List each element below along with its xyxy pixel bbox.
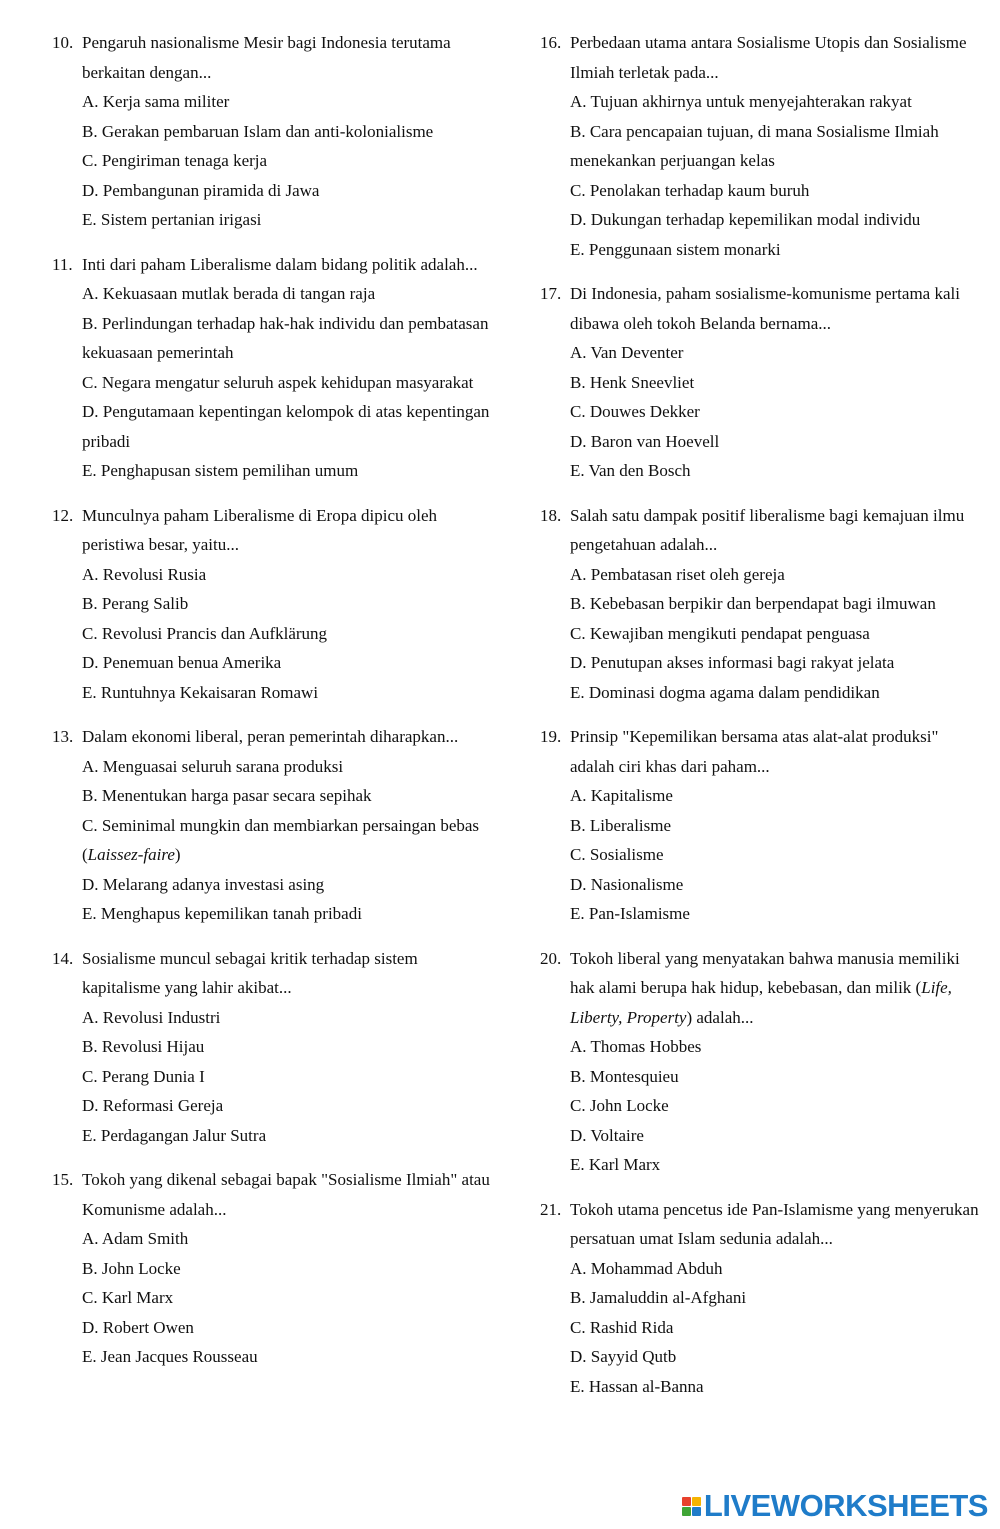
option-e[interactable]: E. Dominasi dogma agama dalam pendidikan xyxy=(570,682,880,702)
option-c[interactable]: C. Douwes Dekker xyxy=(570,402,700,421)
option-e[interactable]: E. Pan-Islamisme xyxy=(570,904,690,923)
option-b[interactable]: B. Revolusi Hijau xyxy=(82,1037,205,1056)
option-a[interactable]: A. Revolusi Rusia xyxy=(82,564,207,584)
left-column xyxy=(52,28,492,1387)
logo-squares-icon xyxy=(682,1497,701,1516)
logo-square-green xyxy=(682,1507,691,1516)
question-20 xyxy=(540,944,980,1180)
option-e[interactable]: E. Menghapus kepemilikan tanah pribadi xyxy=(82,904,362,923)
option-a[interactable]: A. Mohammad Abduh xyxy=(570,1258,723,1278)
option-b[interactable]: B. Henk Sneevliet xyxy=(570,372,695,392)
option-e[interactable]: E. Van den Bosch xyxy=(570,461,691,480)
option-e[interactable]: E. Penggunaan sistem monarki xyxy=(570,239,781,259)
question-text: Munculnya paham Liberalisme di Eropa dipicu oleh peristiwa besar, yaitu... xyxy=(82,505,438,554)
option-a[interactable]: A. Kekuasaan mutlak berada di tangan raja xyxy=(82,284,376,303)
option-a[interactable]: A. Adam Smith xyxy=(82,1229,189,1248)
question-text: Tokoh utama pencetus ide Pan-Islamisme yang menyerukan persatuan umat Islam sedunia adalah... xyxy=(570,1199,979,1248)
option-d[interactable]: D. Baron van Hoevell xyxy=(570,431,720,451)
question-number: 21. xyxy=(540,1199,562,1219)
option-d[interactable]: D. Robert Owen xyxy=(82,1317,194,1337)
option-d[interactable]: D. Voltaire xyxy=(570,1125,644,1145)
question-text xyxy=(570,944,980,1033)
question-12 xyxy=(52,501,492,708)
question-13 xyxy=(52,722,492,929)
option-c[interactable]: C. Revolusi Prancis dan Aufklärung xyxy=(82,623,328,643)
option-a[interactable]: A. Kapitalisme xyxy=(570,786,673,805)
option-d[interactable]: D. Dukungan terhadap kepemilikan modal individu xyxy=(570,210,921,229)
option-c[interactable]: C. Kewajiban mengikuti pendapat penguasa xyxy=(570,623,870,643)
option-e[interactable]: E. Hassan al-Banna xyxy=(570,1376,704,1396)
question-15 xyxy=(52,1165,492,1372)
question-18 xyxy=(540,501,980,708)
option-d[interactable]: D. Penutupan akses informasi bagi rakyat jelata xyxy=(570,653,895,672)
liveworksheets-logo[interactable] xyxy=(682,1489,988,1523)
option-c-italic: Laissez-faire xyxy=(87,845,175,864)
option-c[interactable] xyxy=(82,811,492,870)
question-text: Perbedaan utama antara Sosialisme Utopis dan Sosialisme Ilmiah terletak pada... xyxy=(570,33,967,82)
option-c[interactable]: C. Rashid Rida xyxy=(570,1317,674,1337)
option-b[interactable]: B. Menentukan harga pasar secara sepihak xyxy=(82,786,372,805)
question-number: 10. xyxy=(52,33,74,52)
question-number: 16. xyxy=(540,33,562,52)
question-14 xyxy=(52,944,492,1151)
question-text: Di Indonesia, paham sosialisme-komunisme pertama kali dibawa oleh tokoh Belanda bernama... xyxy=(570,284,960,333)
question-text: Tokoh yang dikenal sebagai bapak "Sosialisme Ilmiah" atau Komunisme adalah... xyxy=(82,1170,490,1219)
option-d[interactable]: D. Reformasi Gereja xyxy=(82,1096,224,1115)
option-b[interactable]: B. Cara pencapaian tujuan, di mana Sosialisme Ilmiah menekankan perjuangan kelas xyxy=(570,121,939,170)
question-number: 20. xyxy=(540,948,562,968)
option-c[interactable]: C. Karl Marx xyxy=(82,1288,174,1307)
option-c[interactable]: C. John Locke xyxy=(570,1096,669,1115)
question-text-italic: Life, Liberty, Property xyxy=(570,978,952,1027)
option-a[interactable]: A. Thomas Hobbes xyxy=(570,1037,702,1056)
option-d[interactable]: D. Penemuan benua Amerika xyxy=(82,653,282,672)
question-number: 17. xyxy=(540,284,562,303)
option-e[interactable]: E. Perdagangan Jalur Sutra xyxy=(82,1125,267,1145)
option-c[interactable]: C. Sosialisme xyxy=(570,845,664,864)
logo-square-red xyxy=(682,1497,691,1506)
logo-square-yellow xyxy=(692,1497,701,1506)
question-16 xyxy=(540,28,980,264)
question-number: 13. xyxy=(52,727,74,746)
option-b[interactable]: B. Liberalisme xyxy=(570,815,672,835)
question-text-suffix: ) adalah... xyxy=(686,1007,754,1027)
question-number: 12. xyxy=(52,505,74,525)
option-a[interactable]: A. Tujuan akhirnya untuk menyejahterakan rakyat xyxy=(570,92,912,111)
option-a[interactable]: A. Menguasai seluruh sarana produksi xyxy=(82,756,344,776)
question-text-prefix: Tokoh liberal yang menyatakan bahwa manusia memiliki hak alami berupa hak hidup, kebebasan, dan milik ( xyxy=(570,948,960,997)
option-b[interactable]: B. Montesquieu xyxy=(570,1066,679,1086)
option-b[interactable]: B. John Locke xyxy=(82,1258,181,1278)
question-text: Prinsip "Kepemilikan bersama atas alat-alat produksi" adalah ciri khas dari paham... xyxy=(570,727,939,776)
option-d[interactable]: D. Sayyid Qutb xyxy=(570,1347,677,1366)
option-a[interactable]: A. Kerja sama militer xyxy=(82,92,230,111)
option-d[interactable]: D. Melarang adanya investasi asing xyxy=(82,874,325,894)
option-a[interactable]: A. Van Deventer xyxy=(570,343,684,362)
option-b[interactable]: B. Jamaluddin al-Afghani xyxy=(570,1288,747,1307)
option-c[interactable]: C. Penolakan terhadap kaum buruh xyxy=(570,180,810,200)
option-b[interactable]: B. Perang Salib xyxy=(82,594,189,613)
option-c[interactable]: C. Perang Dunia I xyxy=(82,1066,205,1086)
option-c[interactable]: C. Pengiriman tenaga kerja xyxy=(82,151,268,170)
option-b[interactable]: B. Perlindungan terhadap hak-hak individu dan pembatasan kekuasaan pemerintah xyxy=(82,313,489,362)
option-e[interactable]: E. Jean Jacques Rousseau xyxy=(82,1347,258,1366)
question-number: 11. xyxy=(52,254,73,274)
question-text: Pengaruh nasionalisme Mesir bagi Indonesia terutama berkaitan dengan... xyxy=(82,33,451,82)
question-19 xyxy=(540,722,980,929)
option-c[interactable]: C. Negara mengatur seluruh aspek kehidupan masyarakat xyxy=(82,372,474,392)
question-text: Salah satu dampak positif liberalisme bagi kemajuan ilmu pengetahuan adalah... xyxy=(570,505,965,554)
option-b[interactable]: B. Gerakan pembaruan Islam dan anti-kolonialisme xyxy=(82,121,434,141)
option-d[interactable]: D. Nasionalisme xyxy=(570,874,684,894)
option-e[interactable]: E. Runtuhnya Kekaisaran Romawi xyxy=(82,682,319,702)
option-d[interactable]: D. Pembangunan piramida di Jawa xyxy=(82,180,320,200)
question-number: 18. xyxy=(540,505,562,525)
option-d[interactable]: D. Pengutamaan kepentingan kelompok di atas kepentingan pribadi xyxy=(82,402,490,451)
question-11 xyxy=(52,250,492,486)
option-e[interactable]: E. Sistem pertanian irigasi xyxy=(82,210,262,229)
question-text: Sosialisme muncul sebagai kritik terhadap sistem kapitalisme yang lahir akibat... xyxy=(82,948,418,997)
question-number: 19. xyxy=(540,727,562,746)
question-17 xyxy=(540,279,980,486)
option-e[interactable]: E. Penghapusan sistem pemilihan umum xyxy=(82,461,359,480)
question-10 xyxy=(52,28,492,235)
option-c-suffix: ) xyxy=(174,845,181,864)
option-c-text: C. Seminimal mungkin dan membiarkan persaingan bebas ( xyxy=(82,815,480,864)
option-a[interactable]: A. Pembatasan riset oleh gereja xyxy=(570,564,785,584)
question-text: Dalam ekonomi liberal, peran pemerintah diharapkan... xyxy=(82,727,459,746)
option-a[interactable]: A. Revolusi Industri xyxy=(82,1007,221,1027)
question-text: Inti dari paham Liberalisme dalam bidang politik adalah... xyxy=(82,254,478,274)
question-21 xyxy=(540,1195,980,1402)
question-number: 15. xyxy=(52,1170,74,1189)
option-e[interactable]: E. Karl Marx xyxy=(570,1155,661,1174)
right-column xyxy=(540,28,980,1416)
question-number: 14. xyxy=(52,948,74,968)
option-b[interactable]: B. Kebebasan berpikir dan berpendapat bagi ilmuwan xyxy=(570,594,936,613)
logo-square-blue xyxy=(692,1507,701,1516)
logo-text: LIVEWORKSHEETS xyxy=(703,1488,988,1523)
